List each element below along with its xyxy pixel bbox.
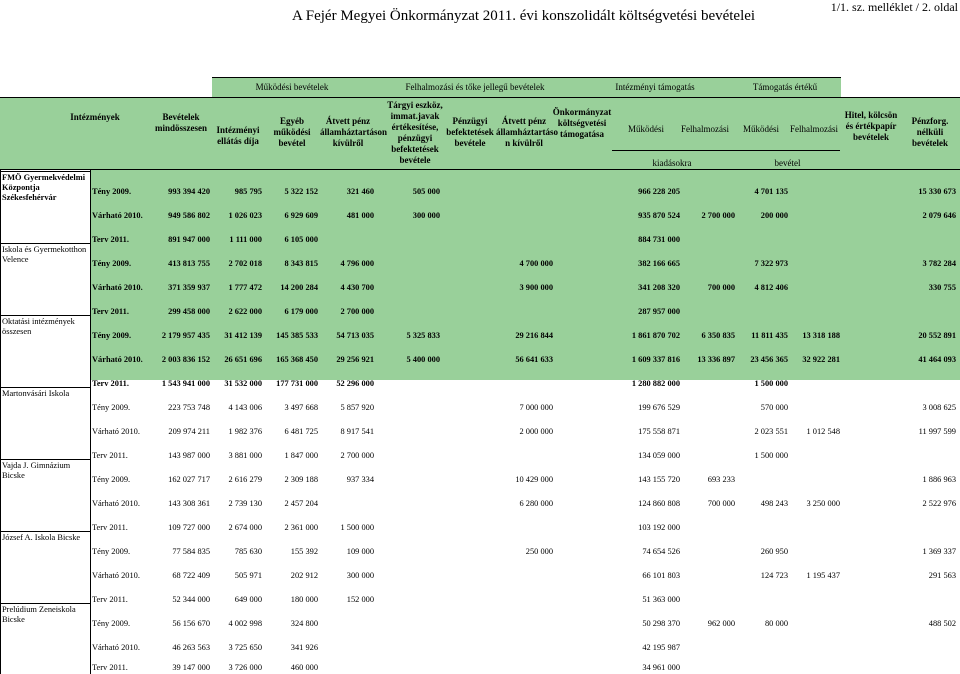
table-cell: 341 208 320 [638,283,680,292]
table-cell: 5 325 833 [406,331,440,340]
table-cell: 5 400 000 [406,355,440,364]
table-cell: 20 552 891 [918,331,956,340]
table-cell: 13 336 897 [697,355,735,364]
table-cell: 649 000 [234,595,262,604]
table-cell: 15 330 673 [918,187,956,196]
institution-name: FMÖ Gyermekvédelmi Központja Székesfehérvár [2,173,86,202]
institution-divider [0,603,90,604]
table-cell: 51 363 000 [642,595,680,604]
institution-name: Oktatási intézmények összesen [2,317,75,336]
table-cell: 14 200 284 [280,283,318,292]
col-kiadasokra: kiadásokra [652,158,692,168]
table-cell: 199 676 529 [638,403,680,412]
table-cell: 3 900 000 [519,283,553,292]
col-felhalm2: Felhalmozási [790,124,838,134]
table-cell: 29 216 844 [515,331,553,340]
table-cell: 291 563 [928,571,956,580]
table-cell: 413 813 755 [168,259,210,268]
institution-divider [0,459,90,460]
group-tamogatas: Támogatás értékű [752,82,818,92]
table-cell: 56 641 633 [515,355,553,364]
table-cell: 785 630 [234,547,262,556]
header-top-line [212,77,841,78]
table-cell: 6 481 725 [284,427,318,436]
col-ellatas: Intézményi ellátás díja [216,125,260,146]
table-cell: 937 334 [346,475,374,484]
table-cell: 6 179 000 [284,307,318,316]
table-cell: 3 881 000 [228,451,262,460]
page-ref: 1/1. sz. melléklet / 2. oldal [830,0,958,14]
institution-divider [0,171,90,172]
table-cell: 2 702 018 [228,259,262,268]
table-cell: 1 195 437 [806,571,840,580]
table-cell: 4 430 700 [340,283,374,292]
table-cell: 4 701 135 [754,187,788,196]
col-onkorm: Önkormányzat költségvetési támogatása [552,107,612,139]
table-cell: 1 777 472 [228,283,262,292]
table-cell: 2 003 836 152 [161,355,210,364]
table-cell: 4 812 406 [754,283,788,292]
table-cell: 2 700 000 [340,451,374,460]
row-label: Terv 2011. [92,379,129,388]
table-cell: 32 922 281 [802,355,840,364]
table-cell: 3 725 650 [228,643,262,652]
table-cell: 66 101 803 [642,571,680,580]
table-cell: 2 700 000 [340,307,374,316]
row-label: Terv 2011. [92,307,129,316]
table-cell: 371 359 937 [168,283,210,292]
table-cell: 2 674 000 [228,523,262,532]
table-cell: 3 250 000 [806,499,840,508]
table-cell: 2 361 000 [284,523,318,532]
table-cell: 299 458 000 [168,307,210,316]
col-intezmenyek: Intézmények [70,112,120,122]
table-cell: 162 027 717 [168,475,210,484]
table-cell: 80 000 [764,619,788,628]
table-cell: 11 997 599 [918,427,956,436]
table-cell: 68 722 409 [172,571,210,580]
table-cell: 1 280 882 000 [631,379,680,388]
row-label: Tény 2009. [92,187,132,196]
row-label: Várható 2010. [92,643,140,652]
table-cell: 1 500 000 [340,523,374,532]
table-cell: 145 385 533 [276,331,318,340]
row-label: Tény 2009. [92,403,131,412]
table-cell: 481 000 [346,211,374,220]
table-cell: 3 008 625 [922,403,956,412]
table-cell: 223 753 748 [168,403,210,412]
table-cell: 1 847 000 [284,451,318,460]
row-label: Tény 2009. [92,547,131,556]
institution-divider [0,243,90,244]
table-cell: 4 002 998 [228,619,262,628]
institution-name: Vajda J. Gimnázium Bicske [2,461,71,480]
row-label: Terv 2011. [92,523,128,532]
table-cell: 1 026 023 [228,211,262,220]
table-cell: 177 731 000 [276,379,318,388]
table-cell: 1 500 000 [754,379,788,388]
table-cell: 46 263 563 [172,643,210,652]
table-cell: 505 000 [412,187,440,196]
col-mukodesi2: Működési [743,124,779,134]
institution-name: Martonvásári Iskola [2,389,70,398]
table-cell: 4 796 000 [340,259,374,268]
table-cell: 50 298 370 [642,619,680,628]
col-penzugyi: Pénzügyi befektetések bevétele [446,116,494,148]
table-cell: 300 000 [412,211,440,220]
row-label: Tény 2009. [92,259,132,268]
table-cell: 1 982 376 [228,427,262,436]
table-cell: 2 079 646 [922,211,956,220]
table-cell: 209 974 211 [168,427,210,436]
table-cell: 52 296 000 [336,379,374,388]
page-title: A Fejér Megyei Önkormányzat 2011. évi konszolidált költségvetési bevételei [292,8,756,24]
group-intezmenyi: Intézményi támogatás [615,82,695,92]
table-cell: 2 622 000 [228,307,262,316]
table-cell: 1 369 337 [922,547,956,556]
table-cell: 505 971 [234,571,262,580]
table-cell: 962 000 [707,619,735,628]
table-cell: 103 192 000 [638,523,680,532]
row-label: Várható 2010. [92,355,143,364]
institution-divider [0,387,90,388]
table-cell: 2 179 957 435 [161,331,210,340]
col-egyeb: Egyéb működési bevétel [273,116,311,148]
table-cell: 966 228 205 [638,187,680,196]
table-cell: 891 947 000 [168,235,210,244]
table-cell: 287 957 000 [638,307,680,316]
row-label: Várható 2010. [92,283,143,292]
table-cell: 124 723 [760,571,788,580]
col-atvett1: Átvett pénz államháztartáson kívülről [320,116,387,148]
group-felhalmozasi: Felhalmozási és tőke jellegű bevételek [405,82,545,92]
institution-column-border [90,170,91,674]
table-cell: 3 497 668 [284,403,318,412]
table-cell: 152 000 [346,595,374,604]
table-cell: 2 522 976 [922,499,956,508]
institution-name: József A. Iskola Bicske [2,533,81,542]
group-mukodesi: Működési bevételek [255,82,329,92]
table-cell: 700 000 [707,283,735,292]
row-label: Tény 2009. [92,475,131,484]
table-cell: 488 502 [928,619,956,628]
table-cell: 460 000 [290,663,318,672]
table-cell: 1 609 337 816 [631,355,680,364]
table-cell: 29 256 921 [336,355,374,364]
table-cell: 74 654 526 [642,547,680,556]
table-cell: 935 870 524 [638,211,680,220]
table-cell: 26 651 696 [224,355,262,364]
table-cell: 2 457 204 [284,499,318,508]
row-label: Tény 2009. [92,619,131,628]
table-cell: 143 308 361 [168,499,210,508]
table-cell: 4 143 006 [228,403,262,412]
col-penzforg: Pénzforg. nélküli bevételek [911,116,949,148]
table-cell: 6 280 000 [519,499,553,508]
col-mukodesi1: Működési [628,124,664,134]
table-cell: 1 012 548 [806,427,840,436]
table-cell: 77 584 835 [172,547,210,556]
table-cell: 10 429 000 [515,475,553,484]
table-cell: 5 857 920 [340,403,374,412]
col-bevetelek: Bevételek mindösszesen [154,112,207,133]
institution-divider [0,531,90,532]
table-cell: 985 795 [234,187,262,196]
row-label: Várható 2010. [92,427,140,436]
row-label: Tény 2009. [92,331,132,340]
table-cell: 3 782 284 [922,259,956,268]
row-label: Várható 2010. [92,571,140,580]
header-mid-line [0,97,960,98]
row-label: Terv 2011. [92,451,128,460]
table-cell: 1 543 941 000 [161,379,210,388]
table-cell: 949 586 802 [168,211,210,220]
table-cell: 175 558 871 [638,427,680,436]
table-cell: 300 000 [346,571,374,580]
table-cell: 124 860 808 [638,499,680,508]
table-cell: 2 739 130 [228,499,262,508]
table-cell: 31 532 000 [224,379,262,388]
table-cell: 155 392 [290,547,318,556]
table-cell: 498 243 [760,499,788,508]
row-label: Várható 2010. [92,211,143,220]
table-cell: 260 950 [760,547,788,556]
table-cell: 2 000 000 [519,427,553,436]
table-cell: 165 368 450 [276,355,318,364]
table-cell: 570 000 [760,403,788,412]
table-cell: 321 460 [346,187,374,196]
header-sub-line [612,150,840,151]
table-cell: 56 156 670 [172,619,210,628]
table-cell: 6 929 609 [284,211,318,220]
table-cell: 2 023 551 [754,427,788,436]
table-cell: 2 700 000 [701,211,735,220]
table-cell: 6 350 835 [701,331,735,340]
table-cell: 2 616 279 [228,475,262,484]
row-label: Terv 2011. [92,663,128,672]
table-cell: 884 731 000 [638,235,680,244]
table-cell: 143 155 720 [638,475,680,484]
table-cell: 5 322 152 [284,187,318,196]
table-cell: 202 912 [290,571,318,580]
table-cell: 11 811 435 [751,331,788,340]
table-cell: 23 456 365 [750,355,788,364]
table-cell: 52 344 000 [172,595,210,604]
table-cell: 109 727 000 [168,523,210,532]
institution-name: Prelúdium Zeneiskola Bicske [2,605,76,624]
table-cell: 1 861 870 702 [631,331,680,340]
col-atvett2: Átvett pénz államháztartáso n kívülről [496,116,558,148]
table-cell: 3 726 000 [228,663,262,672]
table-cell: 31 412 139 [224,331,262,340]
table-cell: 39 147 000 [172,663,210,672]
table-cell: 382 166 665 [638,259,680,268]
table-cell: 250 000 [525,547,553,556]
table-cell: 2 309 188 [284,475,318,484]
table-cell: 7 322 973 [754,259,788,268]
col-targyi: Tárgyi eszköz, immat.javak értékesítése, pénzügyi befektetések bevétele [387,100,443,165]
table-cell: 200 000 [760,211,788,220]
table-cell: 109 000 [346,547,374,556]
table-cell: 6 105 000 [284,235,318,244]
row-label: Várható 2010. [92,499,140,508]
table-cell: 993 394 420 [168,187,210,196]
row-label: Terv 2011. [92,595,128,604]
table-cell: 7 000 000 [519,403,553,412]
table-cell: 54 713 035 [336,331,374,340]
table-cell: 41 464 093 [918,355,956,364]
institution-column-left [0,170,1,674]
institution-name: Iskola és Gyermekotthon Velence [2,245,87,264]
table-cell: 700 000 [707,499,735,508]
table-cell: 324 800 [290,619,318,628]
table-cell: 341 926 [290,643,318,652]
table-cell: 330 755 [928,283,956,292]
table-cell: 180 000 [290,595,318,604]
table-cell: 13 318 188 [802,331,840,340]
col-hitel: Hitel, kölcsön és értékpapír bevételek [844,110,898,142]
table-cell: 1 886 963 [922,475,956,484]
table-cell: 134 059 000 [638,451,680,460]
table-cell: 4 700 000 [519,259,553,268]
table-cell: 143 987 000 [168,451,210,460]
green-rows-band [90,170,960,380]
table-cell: 1 500 000 [754,451,788,460]
table-cell: 34 961 000 [642,663,680,672]
table-cell: 1 111 000 [229,235,262,244]
col-felhalm1: Felhalmozási [681,124,729,134]
institution-divider [0,315,90,316]
table-cell: 42 195 987 [642,643,680,652]
table-cell: 693 233 [707,475,735,484]
table-cell: 8 917 541 [340,427,374,436]
col-bevetel: bevétel [774,158,801,168]
row-label: Terv 2011. [92,235,129,244]
table-cell: 8 343 815 [284,259,318,268]
